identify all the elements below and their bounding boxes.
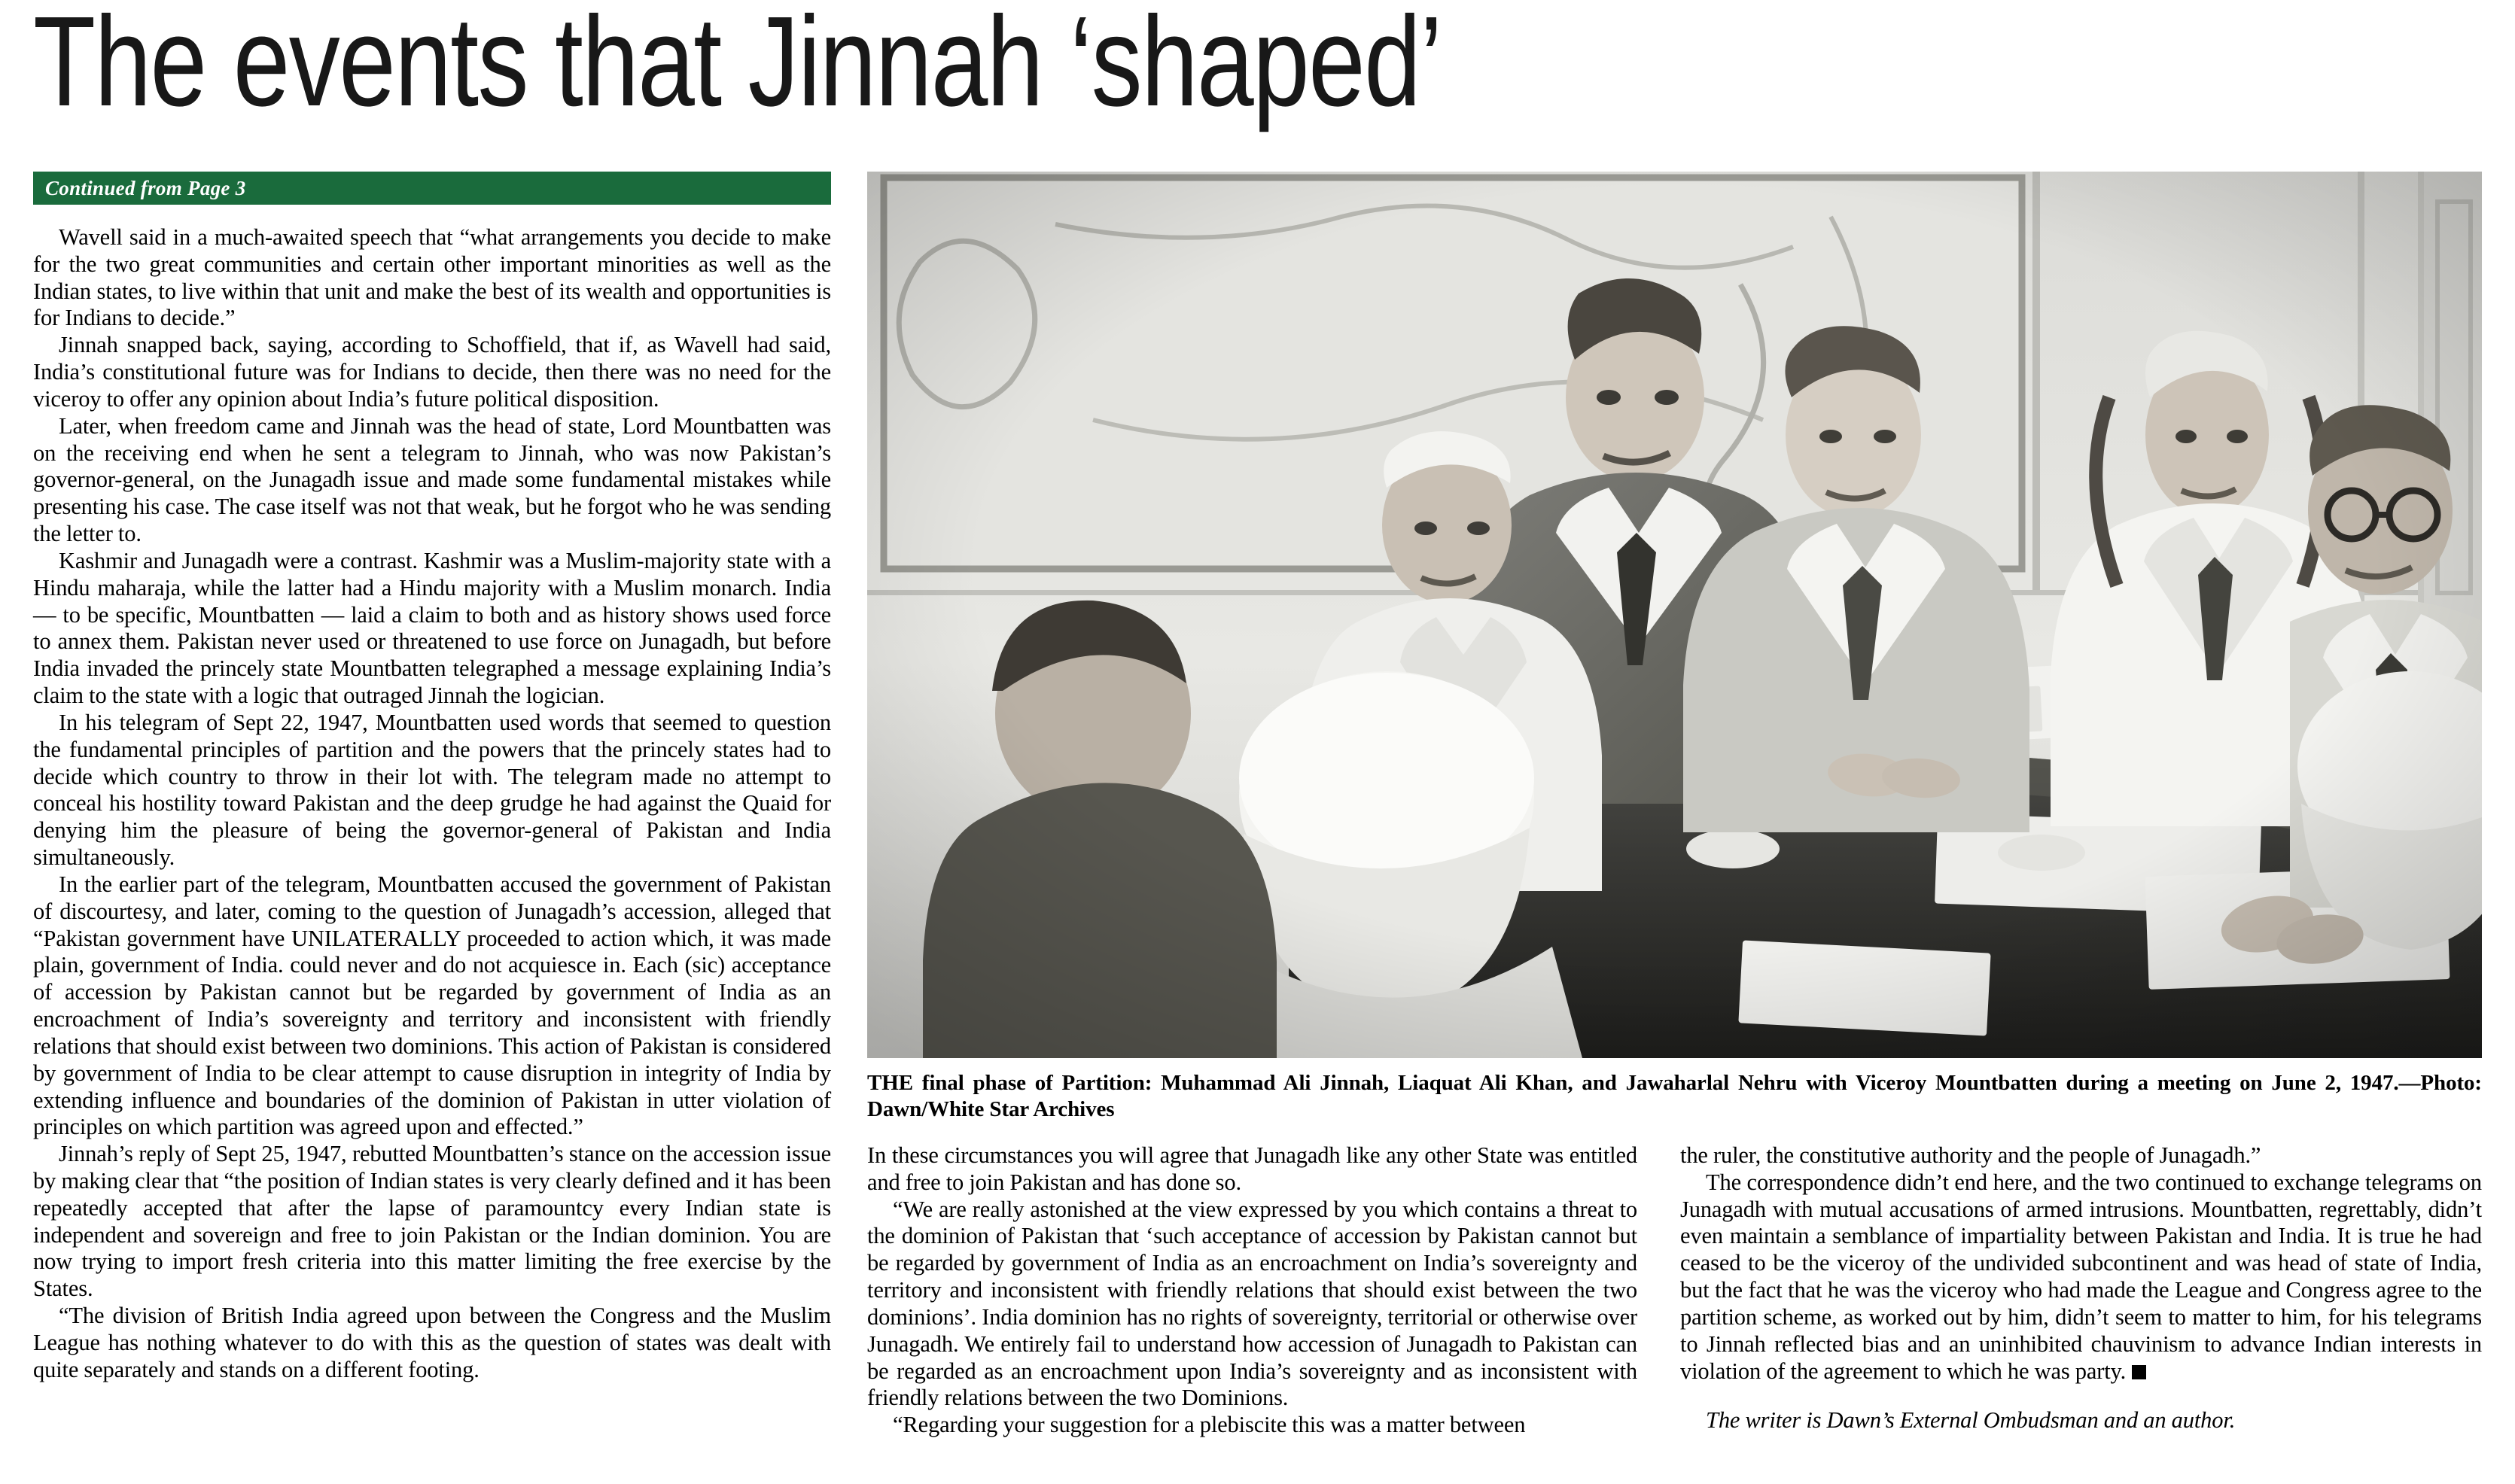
paragraph: Kashmir and Junagadh were a contrast. Kashmir was a Muslim-majority state with a Hindu maharaja, while the latter had a Hindu majority with a Muslim monarch. India — to be specific, Mountbatten — laid a claim to both and as history shows used force to annex them. Pakistan never used or threatened to use force on Junagadh, but before India invaded the princely state Mountbatten telegraphed a message explaining India’s claim to the state with a logic that outraged Jinnah the logician. — [33, 547, 831, 709]
paragraph-text: The correspondence didn’t end here, and the two continued to exchange telegrams on Junagadh with mutual accusations of armed intrusions. Mountbatten, regrettably, didn’t even maintain a semblance of impartiality between Pakistan and India. It is true he had ceased to be the viceroy of the undivided subcontinent and was head of state of India, but the fact that he was the viceroy who had made the League and Congress agree to the partition scheme, as worked out by him, didn’t seem to matter to him, for his telegrams to Jinnah reflected bias and an uninhibited chauvinism to advance Indian interests in violation of the agreement to which he was party. — [1680, 1169, 2482, 1384]
continued-from-label: Continued from Page 3 — [45, 176, 246, 199]
paragraph: Jinnah’s reply of Sept 25, 1947, rebutted Mountbatten’s stance on the accession issue by making clear that “the position of Indian states is very clearly defined and it has been repeatedly accepted that after the lapse of paramountcy every Indian state is independent and sovereign and free to join Pakistan or the Indian dominion. You are now trying to import fresh criteria into this matter limiting the free exercise by the States. — [33, 1141, 831, 1302]
paragraph: In the earlier part of the telegram, Mountbatten accused the government of Pakistan of discourtesy, and later, coming to the question of Junagadh’s accession, alleged that “Pakistan government have UNILATERALLY proceeded to action which, it was made plain, government of India. could never and do not acquiesce in. Each (sic) acceptance of accession by Pakistan cannot but be regarded by government of India as an encroachment of India’s sovereignty and territory and inconsistent with friendly relations that should exist between two dominions. This action of Pakistan is considered by government of India to be clear attempt to cause disruption in integrity of India by extending influence and boundaries of the dominion of Pakistan in utter violation of principles on which partition was agreed upon and effected.” — [33, 871, 831, 1140]
paragraph: “We are really astonished at the view expressed by you which contains a threat to the dominion of Pakistan that ‘such acceptance of accession by Pakistan cannot but be regarded by government of India as an encroachment on India’s sovereignty and territory and inconsistent with friendly relations that should exist between the two dominions’. India dominion has no rights of sovereignty, territorial or otherwise over Junagadh. We entirely fail to understand how accession of Junagadh to Pakistan can be regarded as an encroachment upon India’s sovereignty and as inconsistent with friendly relations between the two Dominions. — [867, 1196, 1637, 1411]
paragraph: “The division of British India agreed upon between the Congress and the Muslim League has nothing whatever to do with this as the question of states was dealt with quite separately and stands on a different footing. — [33, 1303, 831, 1382]
end-of-article-mark — [2132, 1365, 2146, 1379]
paragraph: Later, when freedom came and Jinnah was the head of state, Lord Mountbatten was on the receiving end when he sent a telegram to Jinnah, who was now Pakistan’s governor-general, on the Junagadh issue and made some fundamental mistakes while presenting his case. The case itself was not that weak, but he forgot who he was sending the letter to. — [33, 412, 831, 547]
author-byline: The writer is Dawn’s External Ombudsman and an author. — [1706, 1407, 2236, 1434]
column-left-text — [33, 224, 831, 1384]
photo-illustration — [867, 172, 2482, 1058]
column-right — [1680, 1142, 2482, 1434]
column-middle — [867, 1142, 1637, 1439]
page-headline: The events that Jinnah ‘shaped’ — [33, 0, 1442, 133]
continued-from-banner — [33, 172, 831, 205]
paragraph: In these circumstances you will agree that Junagadh like any other State was entitled and free to join Pakistan and has done so. — [867, 1142, 1637, 1195]
paragraph: In his telegram of Sept 22, 1947, Mountbatten used words that seemed to question the fundamental principles of partition and the powers that the princely states had to decide which country to throw in their lot with. The telegram made no attempt to conceal his hostility toward Pakistan and the deep grudge he had against the Quaid for denying him the pleasure of being the governor-general of Pakistan and India simultaneously. — [33, 709, 831, 871]
article-photo — [867, 172, 2482, 1058]
photo-caption: THE final phase of Partition: Muhammad Ali Jinnah, Liaquat Ali Khan, and Jawaharlal Nehru with Viceroy Mountbatten during a meeting on June 2, 1947.—Photo: Dawn/White Star Archives — [867, 1071, 2482, 1122]
paragraph: Wavell said in a much-awaited speech that “what arrangements you decide to make for the two great communities and certain other important minorities as well as the Indian states, to live within that unit and make the best of its wealth and opportunities is for Indians to decide.” — [33, 224, 831, 331]
photo-block — [867, 172, 2482, 1124]
paragraph: the ruler, the constitutive authority and the people of Junagadh.” — [1680, 1142, 2261, 1168]
paragraph: Jinnah snapped back, saying, according to Schoffield, that if, as Wavell had said, India’s constitutional future was for Indians to decide, then there was no need for the viceroy to offer any opinion about India’s future political disposition. — [33, 332, 831, 412]
article-body — [33, 172, 2482, 1484]
paragraph-with-endmark — [1680, 1169, 2482, 1385]
paragraph: “Regarding your suggestion for a plebiscite this was a matter between — [893, 1412, 1526, 1438]
column-left — [33, 172, 831, 1481]
